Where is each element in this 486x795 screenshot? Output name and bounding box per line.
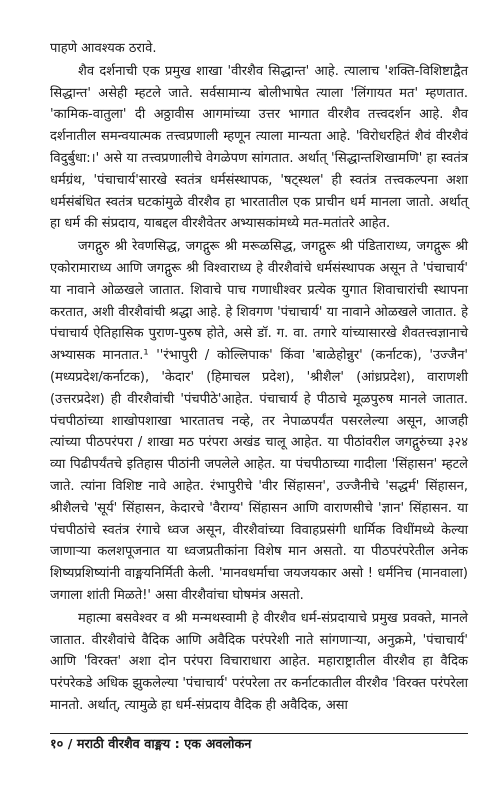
paragraph-3: जगद्गुरु श्री रेवणसिद्ध, जगद्गुरू श्री मरूळसिद्ध, जगद्गुरू श्री पंडिताराध्य, जगद्गुरू श्री एकोरामाराध्य आणि जगद्गुरू श्री विश्वाराध्य हे वीरशैवांचे धर्मसंस्थापक असून ते 'पंचाचार्य' या नावाने ओळखले जातात. शिवाचे पाच गणाधीश्वर प्रत्येक युगात शिवाचारांची स्थापना करतात, अशी वीरशैवांची श्रद्धा आहे. हे शिवगण 'पंचाचार्य' या नावाने ओळखले जातात. हे पंचाचार्य ऐतिहासिक पुराण-पुरुष होते, असे डॉ. ग. वा. तगारे यांच्यासारखे शैवतत्त्वज्ञानाचे अभ्यासक मानतात.¹ ''रंभापुरी / कोल्लिपाक' किंवा 'बाळेहोन्नुर' (कर्नाटक), 'उज्जैन' (मध्यप्रदेश/कर्नाटक), 'केदार' (हिमाचल प्रदेश), 'श्रीशैल' (आंध्रप्रदेश), वाराणशी (उत्तरप्रदेश) ही वीरशैवांची 'पंचपीठे'आहेत. पंचाचार्य हे पीठाचे मूळपुरुष मानले जातात. पंचपीठांच्या शाखोपशाखा भारतातच नव्हे, तर नेपाळपर्यंत पसरलेल्या असून, आजही त्यांच्या पीठपरंपरा / शाखा मठ परंपरा अखंड चालू आहेत. या पीठांवरील जगद्गुरुंच्या ३२४ व्या पिढीपर्यंतचे इतिहास पीठांनी जपलेले आहेत. या पंचपीठाच्या गादीला 'सिंहासन' म्हटले जाते. त्यांना विशिष्ट नावे आहेत. रंभापुरीचे 'वीर सिंहासन', उज्जैनीचे 'सद्धर्म' सिंहासन, श्रीशैलचे 'सूर्य' सिंहासन, केदारचे 'वैराग्य' सिंहासन आणि वाराणसीचे 'ज्ञान' सिंहासन. या पंचपीठांचे स्वतंत्र रंगाचे ध्वज असून, वीरशैवांच्या विवाहप्रसंगी धार्मिक विधींमध्ये केल्या जाणाऱ्या कलशपूजनात या ध्वजप्रतीकांना विशेष मान असतो. या पीठपरंपरेतील अनेक शिष्यप्रशिष्यांनी वाङ्मयनिर्मिती केली. 'मानवधर्माचा जयजयकार असो ! धर्मनिच (मानवाला) जगाला शांती मिळते!' असा वीरशैवांचा घोषमंत्र असतो. bbox=[50, 239, 468, 603]
page-footer: १० / मराठी वीरशैव वाङ्मय : एक अवलोकन bbox=[50, 737, 252, 752]
body-text bbox=[50, 38, 468, 718]
paragraph-1: पाहणे आवश्यक ठरावे. bbox=[50, 41, 157, 56]
paragraph-2: शैव दर्शनाची एक प्रमुख शाखा 'वीरशैव सिद्धान्त' आहे. त्यालाच 'शक्ति-विशिष्टाद्वैत सिद्धान्त' असेही म्हटले जाते. सर्वसामान्य बोलीभाषेत त्याला 'लिंगायत मत' म्हणतात. 'कामिक-वातुला' दी अठ्ठावीस आगमांच्या उत्तर भागात वीरशैव तत्त्वदर्शन आहे. शैव दर्शनातील समन्वयात्मक तत्त्वप्रणाली म्हणून त्याला मान्यता आहे. 'विरोधरहितं शैवं वीरशैवं विदुर्बुधा:।' असे या तत्त्वप्रणालीचे वेगळेपण सांगतात. अर्थात् 'सिद्धान्तशिखामणि' हा स्वतंत्र धर्मग्रंथ, 'पंचाचार्य'सारखे स्वतंत्र धर्मसंस्थापक, 'षट्स्थल' ही स्वतंत्र तत्त्वकल्पना अशा धर्मसंबंधित स्वतंत्र घटकांमुळे वीरशैव हा भारतातील एक प्राचीन धर्म मानला जातो. अर्थात् हा धर्म की संप्रदाय, याबद्दल वीरशैवेतर अभ्यासकांमध्ये मत-मतांतरे आहेत. bbox=[50, 63, 468, 232]
paragraph-4: महात्मा बसवेश्वर व श्री मन्मथस्वामी हे वीरशैव धर्म-संप्रदायाचे प्रमुख प्रवक्ते, मानले जातात. वीरशैवांचे वैदिक आणि अवैदिक परंपरेशी नाते सांगणाऱ्या, अनुक्रमे, 'पंचाचार्य' आणि 'विरक्त' अशा दोन परंपरा विचाराधारा आहेत. महाराष्ट्रातील वीरशैव हा वैदिक परंपरेकडे अधिक झुकलेल्या 'पंचाचार्य' परंपरेला तर कर्नाटकातील वीरशैव 'विरक्त परंपरेला मानतो. अर्थात्, त्यामुळे हा धर्म-संप्रदाय वैदिक ही अवैदिक, असा bbox=[50, 610, 468, 713]
